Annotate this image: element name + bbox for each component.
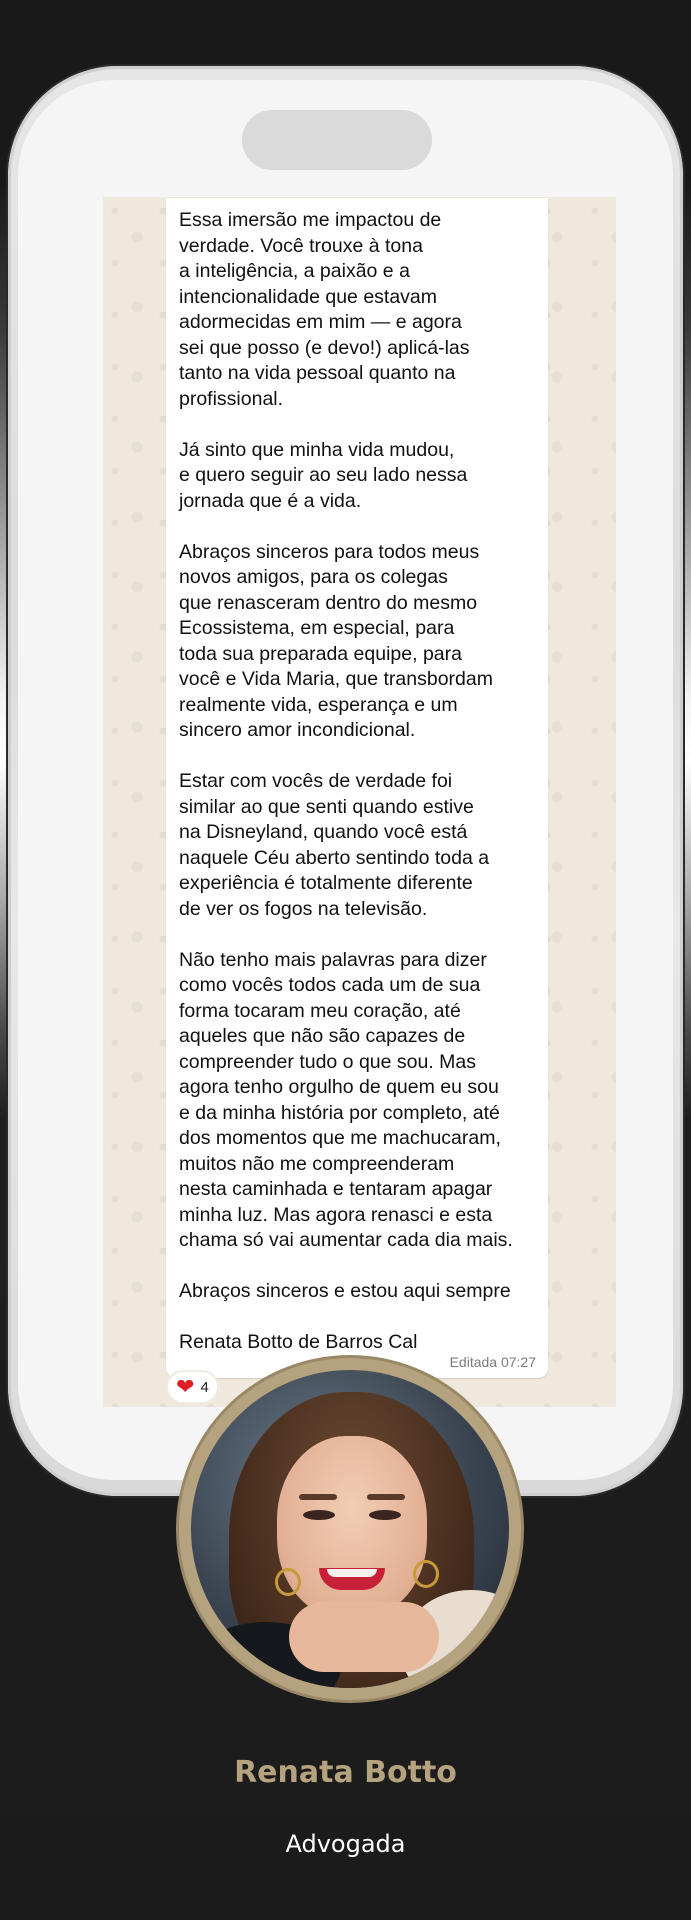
avatar-frame [179, 1358, 521, 1700]
avatar-hand [289, 1602, 439, 1672]
reaction-count: 4 [200, 1378, 209, 1396]
edited-timestamp: Editada 07:27 [449, 1354, 536, 1370]
profile-role: Advogada [285, 1830, 406, 1858]
message-paragraph: Já sinto que minha vida mudou, e quero seguir ao seu lado nessa jornada que é a vida. [179, 438, 468, 512]
avatar-eye [369, 1510, 401, 1520]
message-paragraph: Estar com vocês de verdade foi similar ao que senti quando estive na Disneyland, quando você está naquele Céu aberto sentindo toda a experiência é totalmente diferente de ver os fogos na televisão. [179, 770, 490, 920]
phone-notch [242, 110, 432, 170]
earring-icon [413, 1560, 439, 1588]
avatar-brow [367, 1494, 405, 1500]
avatar-eye [303, 1510, 335, 1520]
avatar [191, 1370, 509, 1688]
message-bubble[interactable] [166, 198, 548, 1378]
avatar-face [277, 1436, 427, 1618]
heart-icon: ❤ [176, 1374, 195, 1399]
avatar-teeth [327, 1569, 377, 1577]
profile-name: Renata Botto [234, 1755, 457, 1790]
message-paragraph: Essa imersão me impactou de verdade. Você trouxe à tona a inteligência, a paixão e a intencionalidade que estavam adormecidas em mim — e agora sei que posso (e devo!) aplicá-las tanto na vida pessoal quanto na profissional. [179, 209, 470, 410]
reaction-badge[interactable] [168, 1372, 217, 1402]
message-paragraph: Não tenho mais palavras para dizer como vocês todos cada um de sua forma tocaram meu coração, até aqueles que não são capazes de compreender tudo o que sou. Mas agora tenho orgulho de quem eu sou e da minha história por completo, até dos momentos que me machucaram, muitos não me compreenderam nesta caminhada e tentaram apagar minha luz. Mas agora renasci e esta chama só vai aumentar cada dia mais. [179, 948, 513, 1251]
message-paragraph: Abraços sinceros para todos meus novos amigos, para os colegas que renasceram dentro do mesmo Ecossistema, em especial, para toda sua preparada equipe, para você e Vida Maria, que transbordam realmente vida, esperança e um sincero amor incondicional. [179, 540, 493, 741]
message-paragraph: Abraços sinceros e estou aqui sempre [179, 1280, 511, 1302]
message-signature: Renata Botto de Barros Cal [179, 1331, 418, 1353]
earring-icon [275, 1568, 301, 1596]
avatar-brow [299, 1494, 337, 1500]
message-text [179, 208, 539, 1356]
